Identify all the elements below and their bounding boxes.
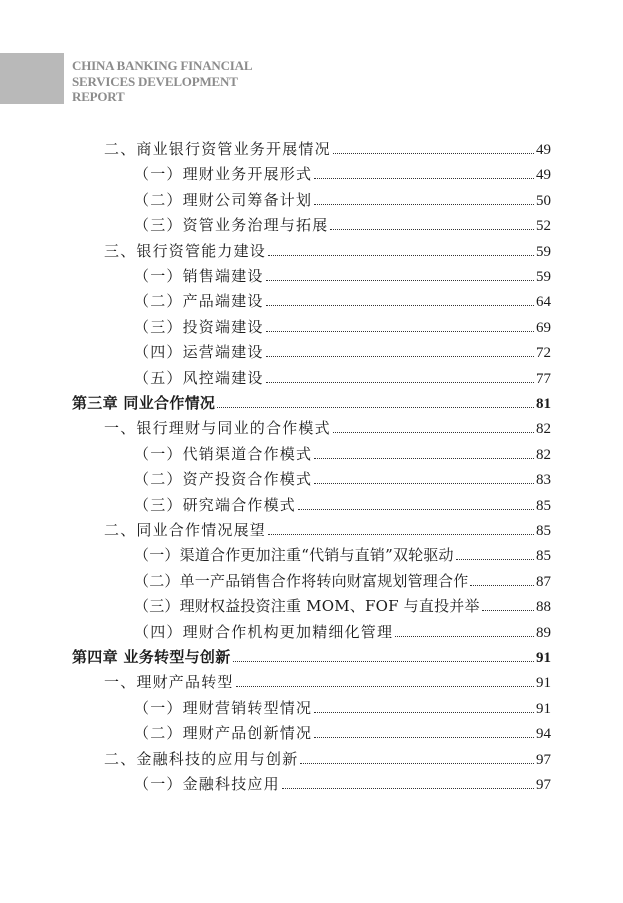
toc-dot-leader	[266, 305, 534, 306]
toc-entry-label: （四）运营端建设	[134, 343, 264, 362]
toc-entry[interactable]	[134, 722, 551, 744]
toc-entry-label: （三）投资端建设	[134, 317, 264, 336]
toc-entry-label: （二）理财产品创新情况	[134, 724, 313, 743]
toc-dot-leader	[330, 229, 534, 230]
toc-entry-label: 二、商业银行资管业务开展情况	[104, 140, 331, 158]
toc-page-number: 82	[536, 446, 551, 463]
toc-entry-label: （二）资产投资合作模式	[134, 470, 313, 489]
toc-entry-label: 三、银行资管能力建设	[104, 241, 267, 260]
toc-dot-leader	[314, 712, 534, 713]
toc-entry-label: （一）金融科技应用	[134, 775, 280, 793]
report-title	[72, 58, 252, 105]
toc-entry[interactable]	[104, 519, 551, 541]
toc-entry[interactable]	[134, 773, 551, 795]
toc-page-number: 97	[536, 777, 551, 793]
toc-page-number: 50	[536, 192, 551, 209]
toc-dot-leader	[217, 407, 534, 408]
toc-entry[interactable]	[104, 671, 551, 693]
toc-entry[interactable]	[134, 443, 551, 465]
toc-dot-leader	[266, 331, 534, 332]
toc-page-number: 59	[536, 269, 551, 285]
toc-entry-label: （一）理财营销转型情况	[134, 698, 313, 717]
toc-entry[interactable]	[134, 367, 551, 389]
toc-dot-leader	[333, 432, 534, 433]
toc-entry-label: 一、银行理财与同业的合作模式	[104, 419, 331, 438]
toc-page-number: 88	[536, 599, 551, 616]
toc-page-number: 89	[536, 624, 551, 641]
toc-entry-label: （一）理财业务开展形式	[134, 165, 313, 184]
toc-entry[interactable]	[134, 163, 551, 185]
toc-entry-label: （二）产品端建设	[134, 292, 264, 311]
report-title-line-3: REPORT	[72, 89, 125, 104]
toc-entry-label: 一、理财产品转型	[104, 673, 234, 692]
toc-entry[interactable]	[104, 748, 551, 770]
toc-entry[interactable]	[134, 316, 551, 338]
toc-entry-label: （一）代销渠道合作模式	[134, 444, 313, 463]
toc-dot-leader	[395, 636, 534, 637]
toc-entry[interactable]	[134, 265, 551, 287]
report-title-line-1: CHINA BANKING FINANCIAL	[72, 58, 253, 73]
toc-page-number: 77	[536, 370, 551, 387]
toc-page-number: 91	[536, 650, 551, 666]
toc-entry-label: （四）理财合作机构更加精细化管理	[134, 622, 394, 641]
toc-entry[interactable]	[134, 570, 551, 592]
toc-dot-leader	[314, 483, 534, 484]
toc-entry[interactable]	[134, 468, 551, 490]
toc-entry[interactable]	[134, 544, 551, 566]
toc-page-number: 81	[536, 396, 551, 412]
toc-page-number: 85	[536, 497, 551, 514]
toc-entry-label: （一）渠道合作更加注重“代销与直销”双轮驱动	[134, 546, 454, 565]
toc-page-number: 91	[536, 675, 551, 692]
toc-dot-leader	[282, 788, 534, 789]
toc-page-number: 83	[536, 472, 551, 489]
toc-page-number: 85	[536, 523, 551, 539]
toc-dot-leader	[268, 255, 534, 256]
toc-dot-leader	[233, 661, 534, 662]
toc-entry-label: （五）风控端建设	[134, 368, 264, 387]
toc-entry[interactable]	[134, 341, 551, 363]
toc-page-number: 64	[536, 294, 551, 311]
toc-dot-leader	[456, 559, 534, 560]
toc-entry[interactable]	[104, 138, 551, 160]
toc-entry[interactable]	[134, 214, 551, 236]
toc-entry-label: （二）单一产品销售合作将转向财富规划管理合作	[134, 571, 469, 590]
header-gray-block	[0, 53, 64, 104]
toc-page-number: 94	[536, 726, 551, 743]
toc-page-number: 91	[536, 700, 551, 717]
toc-page-number: 72	[536, 345, 551, 362]
toc-entry[interactable]	[134, 595, 551, 617]
toc-page-number: 82	[536, 421, 551, 438]
report-title-line-2: SERVICES DEVELOPMENT	[72, 73, 238, 89]
toc-dot-leader	[266, 382, 534, 383]
toc-dot-leader	[470, 585, 534, 586]
toc-chapter-entry[interactable]	[72, 646, 551, 668]
toc-page-number: 52	[536, 218, 551, 235]
toc-dot-leader	[266, 280, 534, 281]
toc-entry[interactable]	[104, 240, 551, 262]
toc-page-number: 87	[536, 573, 551, 590]
toc-entry-label: 二、同业合作情况展望	[104, 521, 267, 539]
toc-dot-leader	[314, 204, 534, 205]
toc-entry[interactable]	[134, 189, 551, 211]
toc-page-number: 49	[536, 142, 551, 158]
toc-entry-label: 二、金融科技的应用与创新	[104, 749, 299, 768]
toc-entry-label: （二）理财公司筹备计划	[134, 190, 313, 209]
toc-page-number: 85	[536, 548, 551, 565]
toc-entry-label: （三）理财权益投资注重 MOM、FOF 与直投并举	[134, 597, 480, 616]
toc-dot-leader	[298, 509, 534, 510]
toc-dot-leader	[482, 610, 534, 611]
toc-entry-label: 第四章 业务转型与创新	[72, 648, 231, 666]
toc-entry-label: 第三章 同业合作情况	[72, 394, 216, 412]
toc-entry-label: （三）研究端合作模式	[134, 495, 297, 514]
toc-dot-leader	[333, 153, 534, 154]
toc-entry[interactable]	[134, 621, 551, 643]
toc-entry[interactable]	[104, 417, 551, 439]
toc-dot-leader	[236, 686, 534, 687]
toc-dot-leader	[314, 737, 534, 738]
toc-dot-leader	[268, 534, 534, 535]
toc-entry-label: （一）销售端建设	[134, 267, 264, 285]
toc-dot-leader	[300, 763, 534, 764]
toc-page-number: 49	[536, 167, 551, 184]
toc-entry[interactable]	[134, 290, 551, 312]
toc-entry[interactable]	[134, 494, 551, 516]
toc-entry-label: （三）资管业务治理与拓展	[134, 216, 329, 235]
toc-dot-leader	[314, 178, 534, 179]
toc-chapter-entry[interactable]	[72, 392, 551, 414]
toc-page-number: 69	[536, 319, 551, 336]
toc-page-number: 97	[536, 751, 551, 768]
toc-dot-leader	[314, 458, 534, 459]
toc-entry[interactable]	[134, 697, 551, 719]
toc-page-number: 59	[536, 243, 551, 260]
toc-dot-leader	[266, 356, 534, 357]
